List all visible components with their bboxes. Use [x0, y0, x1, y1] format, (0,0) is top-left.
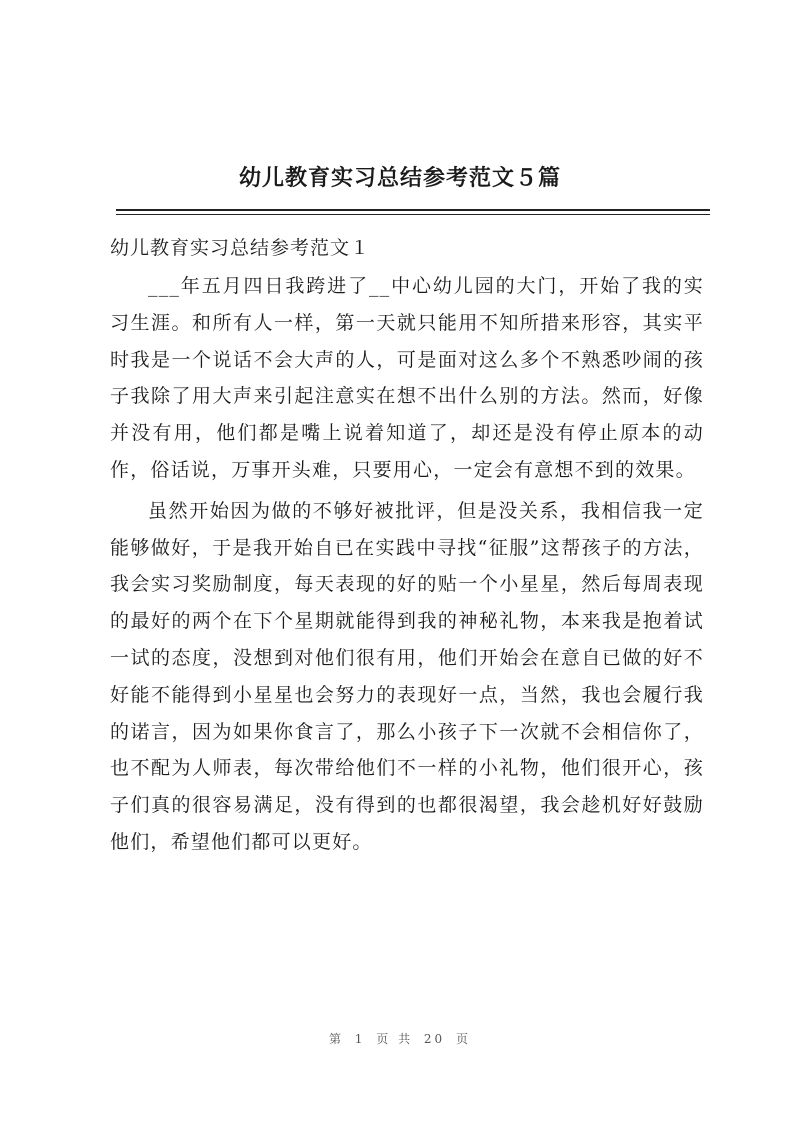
paragraph-2: 虽然开始因为做的不够好被批评，但是没关系，我相信我一定能够做好，于是我开始自已在实践中寻找“征服”这帮孩子的方法，我会实习奖励制度，每天表现的好的贴一个小星星，然后每周表现的最好的两个在下个星期就能得到我的神秘礼物，本来我是抱着试一试的态度，没想到对他们很有用，他们开始会在意自已做的好不好能不能得到小星星也会努力的表现好一点，当然，我也会履行我的诺言，因为如果你食言了，那么小孩子下一次就不会相信你了，也不配为人师表，每次带给他们不一样的小礼物，他们很开心，孩子们真的很容易满足，没有得到的也都很渴望，我会趁机好好鼓励他们，希望他们都可以更好。: [110, 499, 704, 853]
section-heading: 幼儿教育实习总结参考范文１: [110, 237, 371, 259]
footer-prefix: 第: [328, 1032, 344, 1046]
footer-current-page: 1: [354, 1032, 366, 1046]
footer-suffix: 页: [456, 1032, 472, 1046]
document-title: 幼儿教育实习总结参考范文５篇: [238, 165, 561, 191]
document-body: [110, 268, 704, 861]
footer-total-pages: 20: [423, 1032, 446, 1046]
paragraph-1: ___年五月四日我跨进了__中心幼儿园的大门，开始了我的实习生涯。和所有人一样，第一天就只能用不知所措来形容，其实平时我是一个说话不会大声的人，可是面对这么多个不熟悉吵闹的孩子我除了用大声来引起注意实在想不出什么别的方法。然而，好像并没有用，他们都是嘴上说着知道了，却还是没有停止原本的动作，俗话说，万事开头难，只要用心，一定会有意想不到的效果。: [110, 275, 704, 481]
title-divider-thin: [116, 214, 710, 215]
page-footer: [0, 1030, 800, 1047]
title-divider-thick: [116, 209, 710, 211]
footer-middle: 页 共: [376, 1032, 414, 1046]
